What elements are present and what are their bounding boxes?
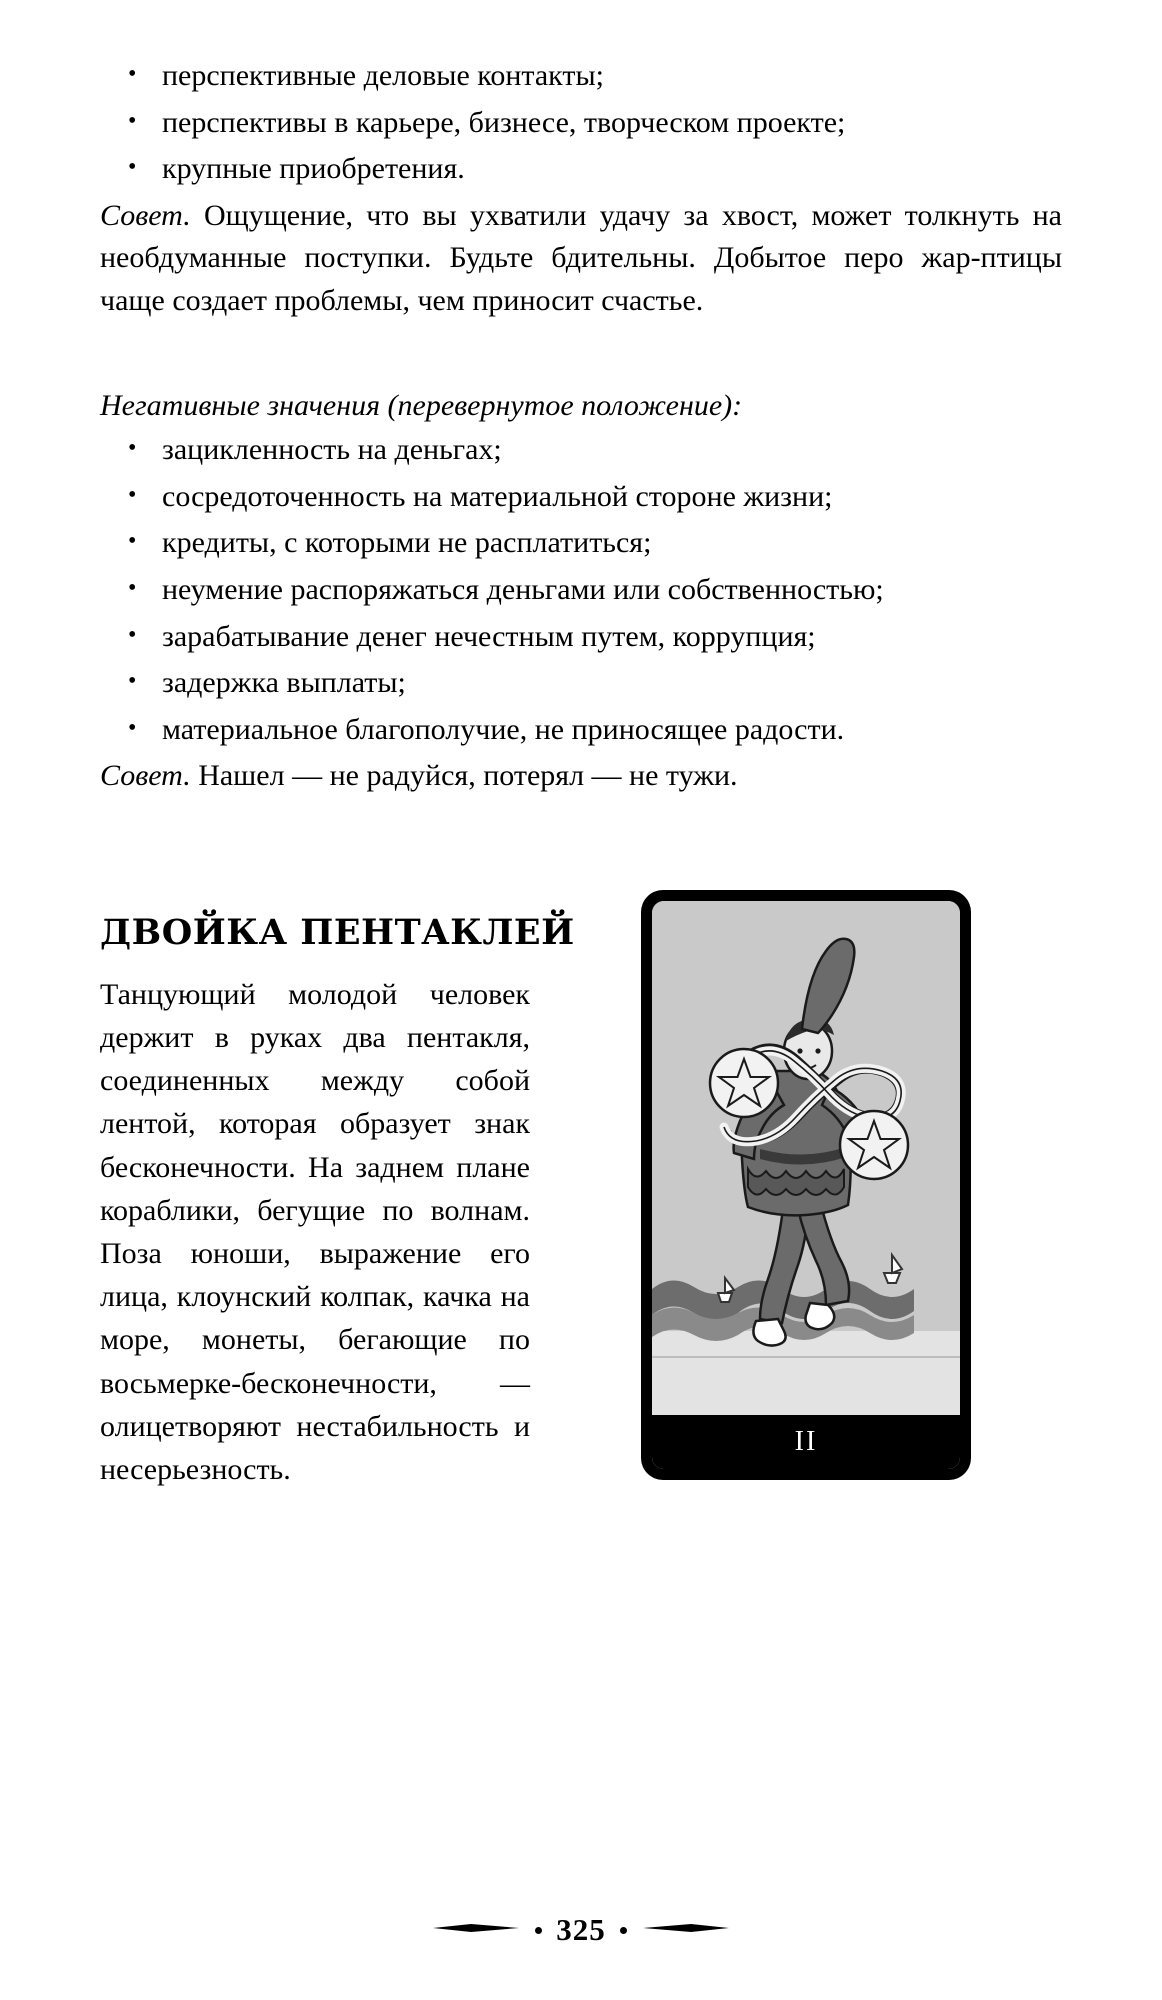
advice-paragraph-bottom (100, 755, 1062, 798)
list-item: • сосредоточенность на материальной стороне жизни; (100, 476, 1062, 519)
list-item: • задержка выплаты; (100, 662, 1062, 705)
card-text-column (100, 890, 575, 1491)
ornament-dot-left (535, 1927, 542, 1934)
card-image-column (530, 890, 1062, 1480)
list-item: • зацикленность на деньгах; (100, 429, 1062, 472)
ornament-right (641, 1921, 731, 1939)
list-item: • материальное благополучие, не приносящее радости. (100, 709, 1062, 752)
positive-meanings-list (100, 55, 1062, 191)
list-item: • кредиты, с которыми не расплатиться; (100, 522, 1062, 565)
advice-text: Нашел — не радуйся, потерял — не тужи. (190, 759, 738, 793)
negative-meanings-list (100, 429, 1062, 751)
list-item: • крупные приобретения. (100, 148, 1062, 191)
list-item: • зарабатывание денег нечестным путем, коррупция; (100, 616, 1062, 659)
two-of-pentacles-illustration (652, 901, 960, 1469)
tarot-card-numeral: II (652, 1415, 960, 1469)
list-item: • перспективные деловые контакты; (100, 55, 1062, 98)
ornament-left-icon (431, 1922, 521, 1934)
list-item: • перспективы в карьере, бизнесе, творческом проекте; (100, 102, 1062, 145)
ornament-right-icon (641, 1922, 731, 1934)
advice-label: Совет. (100, 198, 191, 232)
negative-meanings-heading: Негативные значения (перевернутое положение): (100, 388, 743, 422)
advice-paragraph-top (100, 195, 1062, 323)
card-description: Танцующий молодой человек держит в руках два пентакля, соединенных между собой лентой, которая образует знак бесконечности. На заднем плане кораблики, бегущие по волнам. Поза юноши, выражение его лица, клоунский колпак, качка на море, монеты, бегающие по восьмерке-бесконечности, — олицетворяют нестабильность и несерьезность. (100, 977, 530, 1486)
list-item: • неумение распоряжаться деньгами или собственностью; (100, 569, 1062, 612)
advice-text: Ощущение, что вы ухватили удачу за хвост, может толкнуть на необдуманные поступки. Будьте бдительны. Добытое перо жар-птицы чаще создает проблемы, чем приносит счастье. (100, 198, 1062, 317)
ornament-left (431, 1921, 521, 1939)
tarot-card-artwork (652, 901, 960, 1469)
section-spacer (100, 323, 1062, 385)
ornament-dot-right (620, 1927, 627, 1934)
page-footer (0, 1912, 1162, 1948)
tarot-card (641, 890, 971, 1480)
card-title: ДВОЙКА ПЕНТАКЛЕЙ (100, 911, 575, 953)
page-number: 325 (556, 1912, 606, 1947)
advice-label: Совет. (100, 759, 191, 793)
card-section (100, 890, 1062, 1491)
